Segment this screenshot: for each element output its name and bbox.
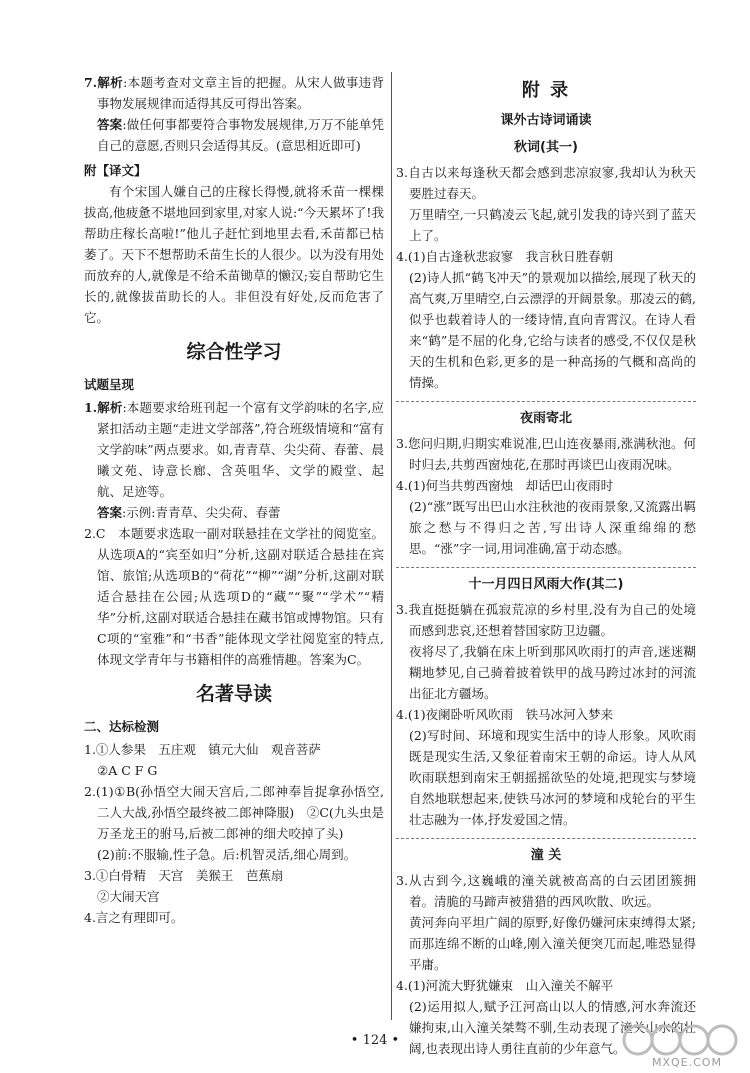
poem1-q3-line1: 3.自古以来每逢秋天都会感到悲凉寂寥,我却认为秋天要胜过春天。 xyxy=(396,165,696,201)
column-divider xyxy=(391,72,392,1020)
poem4-q3-line1: 3.从古到今,这巍峨的潼关就被高高的白云团团簇拥着。清脆的马蹄声被猎猎的西风吹散、吹远。 xyxy=(396,873,696,909)
classics-q1-line1: 1.①人参果 五庄观 镇元大仙 观音菩萨 xyxy=(84,742,321,757)
translation-text: 有个宋国人嫌自己的庄稼长得慢,就将禾苗一棵棵拔高,他疲惫不堪地回到家里,对家人说:“今天累坏了!我帮助庄稼长高啦!”他儿子赶忙到地里去看,禾苗都已枯萎了。天下不想帮助禾苗生长的人很少。以为没有用处而放弃的人,就像是不给禾苗锄草的懒汉;妄自帮助它生长的,就像拔苗助长的人。非但没有好处,反而危害了它。 xyxy=(84,184,385,325)
q7-analysis-label: 7.解析 xyxy=(84,75,124,90)
section-title-comprehensive: 综合性学习 xyxy=(186,341,282,363)
section-rule xyxy=(396,838,696,839)
q1-answer-label: 答案 xyxy=(97,505,123,520)
poem3-q3-line1: 3.我直挺挺躺在孤寂荒凉的乡村里,没有为自己的处境而感到悲哀,还想着替国家防卫边疆。 xyxy=(396,602,696,638)
poem1-title: 秋词(其一) xyxy=(514,140,578,155)
classics-q2-line2: (2)前:不服输,性子急。后:机智灵活,细心周到。 xyxy=(97,847,357,862)
q7-answer-label: 答案 xyxy=(97,117,123,132)
poem1-q4-line1: 4.(1)自古逢秋悲寂寥 我言秋日胜春朝 xyxy=(396,249,614,264)
classics-q2-line1: 2.(1)①B(孙悟空大闹天宫后,二郎神奉旨捉拿孙悟空,二人大战,孙悟空最终被二郎神降服) ②C(九头虫是万圣龙王的驸马,后被二郎神的细犬咬掉了头) xyxy=(84,784,384,841)
q7-analysis-text: :本题考查对文章主旨的把握。从宋人做事违背事物发展规律而适得其反可得出答案。 xyxy=(97,75,384,111)
poem2-q3: 3.您问归期,归期实难说准,巴山连夜暴雨,涨满秋池。何时归去,共剪西窗烛花,在那时再谈巴山夜雨况味。 xyxy=(396,436,696,472)
watermark-text: MXQE.COM xyxy=(652,1056,722,1069)
q1-answer xyxy=(84,502,384,523)
q2-answer: 2.C 本题要求选取一副对联悬挂在文学社的阅览室。从选项A的“宾至如归”分析,这副对联适合悬挂在宾馆、旅馆;从选项B的“荷花”“柳”“湖”分析,这副对联适合悬挂在公园;从选项D的“藏”“聚”“学术”“精华”分析,这副对联适合悬挂在藏书馆或博物馆。只有C项的“室雅”和“书香”能体现文学社阅览室的特点,体现文学青年与书籍相伴的高雅情趣。答案为C。 xyxy=(84,526,384,667)
appendix-subtitle: 课外古诗词诵读 xyxy=(500,113,592,128)
poem1-q4-line2: (2)诗人抓“鹤飞冲天”的景观加以描绘,展现了秋天的高气爽,万里晴空,白云漂浮的开阔景象。那凌云的鹤,似乎也载着诗人的一缕诗情,直向青霄汉。在诗人看来“鹤”是不屈的化身,它给与读者的感受,不仅仅是秋天的生机和色彩,更多的是一种高扬的气概和高尚的情操。 xyxy=(409,270,696,390)
classics-q1-line2: ②A C F G xyxy=(97,763,158,778)
question-presentation-label: 试题呈现 xyxy=(84,377,135,392)
section-title-classics: 名著导读 xyxy=(195,683,272,705)
left-column xyxy=(84,72,384,928)
q1-analysis xyxy=(84,397,384,502)
poem2-q4-line1: 4.(1)何当共剪西窗烛 却话巴山夜雨时 xyxy=(396,478,614,493)
poem1-q3-line2: 万里晴空,一只鹤凌云飞起,就引发我的诗兴到了蓝天上了。 xyxy=(409,207,696,243)
q7-answer-text: :做任何事都要符合事物发展规律,万万不能单凭自己的意愿,否则只会适得其反。(意思相近即可) xyxy=(97,117,384,153)
right-column xyxy=(396,72,696,1059)
q1-answer-text: :示例:青青草、尖尖荷、春蕾 xyxy=(122,505,281,520)
section-rule xyxy=(396,567,696,568)
appendix-title: 附 录 xyxy=(521,80,571,101)
q1-analysis-text: :本题要求给班刊起一个富有文学韵味的名字,应紧扣活动主题“走进文学部落”,符合班级情境和“富有文学韵味”两点要求。如,青青草、尖尖荷、春蕾、晨曦文苑、诗意长廊、含英咀华、文学的殿堂、起航、足迹等。 xyxy=(97,400,384,499)
section-rule xyxy=(396,401,696,402)
translation-label: 附【译文】 xyxy=(84,163,147,178)
poem3-q3-line2: 夜将尽了,我躺在床上听到那风吹雨打的声音,迷迷糊糊地梦见,自己骑着披着铁甲的战马跨过冰封的河流出征北方疆场。 xyxy=(409,644,696,701)
poem3-title: 十一月四日风雨大作(其二) xyxy=(468,577,624,592)
q7-analysis xyxy=(84,72,384,114)
poem2-title: 夜雨寄北 xyxy=(519,411,572,426)
poem4-q4-line1: 4.(1)河流大野犹嫌束 山入潼关不解平 xyxy=(396,978,614,993)
standard-test-label: 二、达标检测 xyxy=(84,719,160,734)
q7-answer xyxy=(84,114,384,156)
classics-q4-line1: 4.言之有理即可。 xyxy=(84,910,184,925)
poem2-q4-line2: (2)“涨”既写出巴山水注秋池的夜雨景象,又流露出羁旅之愁与不得归之苦,写出诗人深重绵绵的愁思。“涨”字一词,用词准确,富于动态感。 xyxy=(409,499,696,556)
poem3-q4-line2: (2)写时间、环境和现实生活中的诗人形象。风吹雨既是现实生活,又象征着南宋王朝的命运。诗人从风吹雨联想到南宋王朝摇摇欲坠的处境,把现实与梦境自然地联想起来,使铁马冰河的梦境和戍轮台的平生壮志融为一体,抒发爱国之情。 xyxy=(409,728,696,827)
poem4-q3-line2: 黄河奔向平坦广阔的原野,好像仍嫌河床束缚得太紧;而那连绵不断的山峰,刚入潼关便突兀而起,唯恐显得平庸。 xyxy=(409,915,696,972)
q1-analysis-label: 1.解析 xyxy=(84,400,123,415)
poem4-title: 潼 关 xyxy=(530,848,562,863)
page-number: • 124 • xyxy=(350,1033,400,1048)
classics-q3-line1: 3.①白骨精 天宫 美猴王 芭蕉扇 xyxy=(84,868,284,883)
classics-q3-line2: ②大闹天宫 xyxy=(97,889,160,904)
poem4-q4-line2: (2)运用拟人,赋予江河高山以人的情感,河水奔流还嫌拘束,山入潼关桀骜不驯,生动表现了潼关山水的壮阔,也表现出诗人勇往直前的少年意气。 xyxy=(409,999,696,1056)
poem3-q4-line1: 4.(1)夜阑卧听风吹雨 铁马冰河入梦来 xyxy=(396,707,614,722)
